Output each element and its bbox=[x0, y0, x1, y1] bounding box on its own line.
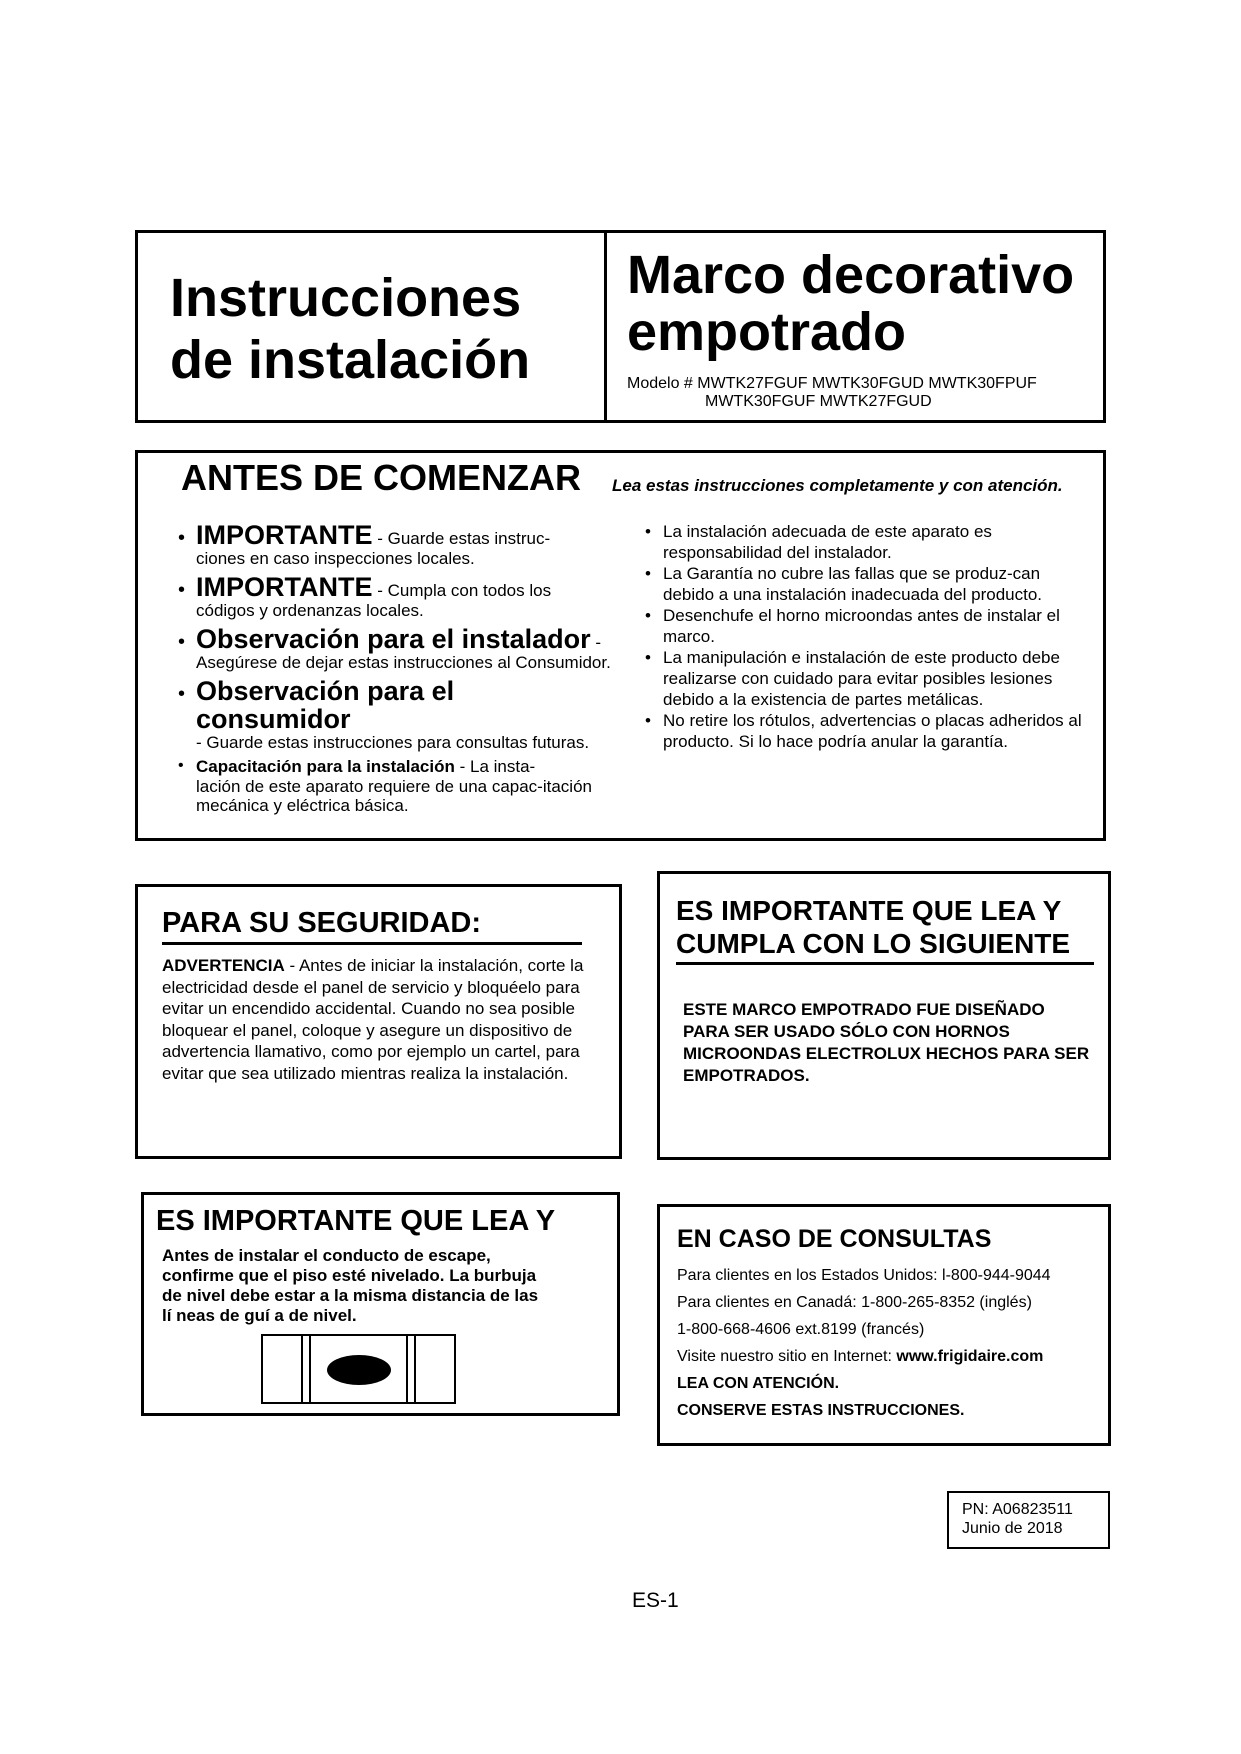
item-text: ciones en caso inspecciones locales. bbox=[196, 549, 475, 568]
item-heading: Observación para el instalador bbox=[196, 624, 591, 654]
keep-instructions: CONSERVE ESTAS INSTRUCCIONES. bbox=[677, 1402, 965, 1419]
title-box-instructions bbox=[135, 230, 607, 423]
page-number: ES-1 bbox=[632, 1589, 679, 1612]
product-title-line-1: Marco decorativo bbox=[627, 245, 1075, 305]
item-text: - Guarde estas instrucciones para consultas futuras. bbox=[196, 733, 590, 752]
section-subtitle-before: Lea estas instrucciones completamente y con atención. bbox=[612, 476, 1063, 495]
list-item bbox=[176, 573, 616, 620]
list-item bbox=[176, 677, 616, 752]
compliance-title-line-1: ES IMPORTANTE QUE LEA Y bbox=[676, 895, 1062, 926]
list-item: • Desenchufe el horno microondas antes de instalar el marco. bbox=[643, 605, 1083, 647]
section-title-safety: PARA SU SEGURIDAD: bbox=[162, 907, 582, 945]
list-item: • La instalación adecuada de este aparato es responsabilidad del instalador. bbox=[643, 521, 1083, 563]
title-line-1: Instrucciones bbox=[170, 268, 522, 328]
item-text-inline: Cumpla con todos los bbox=[387, 581, 552, 600]
contact-section bbox=[657, 1204, 1111, 1446]
part-number-box bbox=[947, 1491, 1110, 1549]
section-title-compliance bbox=[676, 894, 1094, 965]
contact-lines bbox=[677, 1262, 1097, 1424]
contact-us-phone: Para clientes en los Estados Unidos: l-800-944-9044 bbox=[677, 1267, 1051, 1284]
level-guide-line bbox=[301, 1336, 303, 1402]
item-text: lación de este aparato requiere de una capac-itación mecánica y eléctrica básica. bbox=[196, 777, 592, 815]
website-link[interactable]: www.frigidaire.com bbox=[896, 1348, 1044, 1365]
safety-section bbox=[135, 884, 622, 1159]
contact-website bbox=[677, 1343, 1097, 1370]
compliance-section bbox=[657, 871, 1111, 1160]
level-text: Antes de instalar el conducto de escape, confirme que el piso esté nivelado. La burbuja de nivel debe estar a la misma distancia de las lí neas de guí a de nivel. bbox=[162, 1246, 539, 1325]
list-item bbox=[176, 521, 616, 568]
level-guide-line bbox=[309, 1336, 311, 1402]
item-heading: Observación para el consumidor bbox=[196, 676, 455, 734]
document-title bbox=[170, 267, 530, 391]
spirit-level-icon bbox=[261, 1334, 456, 1404]
part-number: PN: A06823511 bbox=[962, 1501, 1073, 1518]
level-guide-line bbox=[406, 1336, 408, 1402]
item-heading: IMPORTANTE bbox=[196, 520, 373, 550]
list-item: • La manipulación e instalación de este producto debe realizarse con cuidado para evitar posibles lesiones debido a la existencia de partes metálicas. bbox=[643, 647, 1083, 710]
level-section bbox=[141, 1192, 620, 1416]
before-left-list bbox=[176, 521, 616, 820]
item-heading: Capacitación para la instalación bbox=[196, 757, 455, 776]
list-item bbox=[176, 757, 616, 815]
website-prefix: Visite nuestro sitio en Internet: bbox=[677, 1348, 897, 1365]
list-item: • La Garantía no cubre las fallas que se produz-can debido a una instalación inadecuada del producto. bbox=[643, 563, 1083, 605]
list-item bbox=[176, 625, 616, 672]
level-guide-line bbox=[414, 1336, 416, 1402]
warning-label: ADVERTENCIA bbox=[162, 956, 285, 975]
warning-text: - Antes de iniciar la instalación, corte la electricidad desde el panel de servicio y bloquéelo para evitar un encendido accidental. Cuando no sea posible bloquear el panel, coloque y asegure un dispositivo de advertencia llamativo, como por ejemplo un cartel, para evitar que sea utilizado mientras realiza la instalación. bbox=[162, 956, 584, 1083]
read-carefully: LEA CON ATENCIÓN. bbox=[677, 1375, 840, 1392]
part-number-info bbox=[962, 1500, 1073, 1538]
model-numbers bbox=[627, 375, 1097, 411]
item-text: códigos y ordenanzas locales. bbox=[196, 601, 424, 620]
safety-warning bbox=[162, 955, 602, 1084]
item-text: Asegúrese de dejar estas instrucciones al Consumidor. bbox=[196, 653, 611, 672]
item-sep: - bbox=[590, 633, 602, 652]
item-heading: IMPORTANTE bbox=[196, 572, 373, 602]
contact-french-phone: 1-800-668-4606 ext.8199 (francés) bbox=[677, 1321, 925, 1338]
compliance-title-line-2: CUMPLA CON LO SIGUIENTE bbox=[676, 928, 1071, 959]
model-line-1: Modelo # MWTK27FGUF MWTK30FGUD MWTK30FPUF bbox=[627, 375, 1037, 392]
section-title-before: ANTES DE COMENZAR bbox=[181, 457, 582, 498]
publication-date: Junio de 2018 bbox=[962, 1520, 1063, 1537]
before-right-list bbox=[643, 521, 1083, 752]
section-title-contact: EN CASO DE CONSULTAS bbox=[677, 1225, 992, 1253]
level-bubble bbox=[327, 1355, 391, 1385]
item-sep: - bbox=[372, 581, 388, 600]
compliance-text: ESTE MARCO EMPOTRADO FUE DISEÑADO PARA SER USADO SÓLO CON HORNOS MICROONDAS ELECTROLUX HECHOS PARA SER EMPOTRADOS. bbox=[683, 1000, 1090, 1085]
before-you-begin-section bbox=[135, 450, 1106, 841]
title-line-2: de instalación bbox=[170, 330, 531, 390]
contact-canada-phone: Para clientes en Canadá: 1-800-265-8352 (inglés) bbox=[677, 1294, 1032, 1311]
list-item: • No retire los rótulos, advertencias o placas adheridos al producto. Si lo hace podría anular la garantía. bbox=[643, 710, 1083, 752]
section-title-level: ES IMPORTANTE QUE LEA Y bbox=[156, 1205, 556, 1237]
item-sep: - bbox=[372, 529, 388, 548]
product-title-line-2: empotrado bbox=[627, 302, 907, 362]
item-text-inline: La insta- bbox=[469, 757, 536, 776]
item-text-inline: Guarde estas instruc- bbox=[387, 529, 551, 548]
model-line-2: MWTK30FGUF MWTK27FGUD bbox=[705, 393, 932, 410]
title-box-product bbox=[604, 230, 1106, 423]
product-title bbox=[627, 247, 1074, 361]
item-sep: - bbox=[454, 757, 470, 776]
